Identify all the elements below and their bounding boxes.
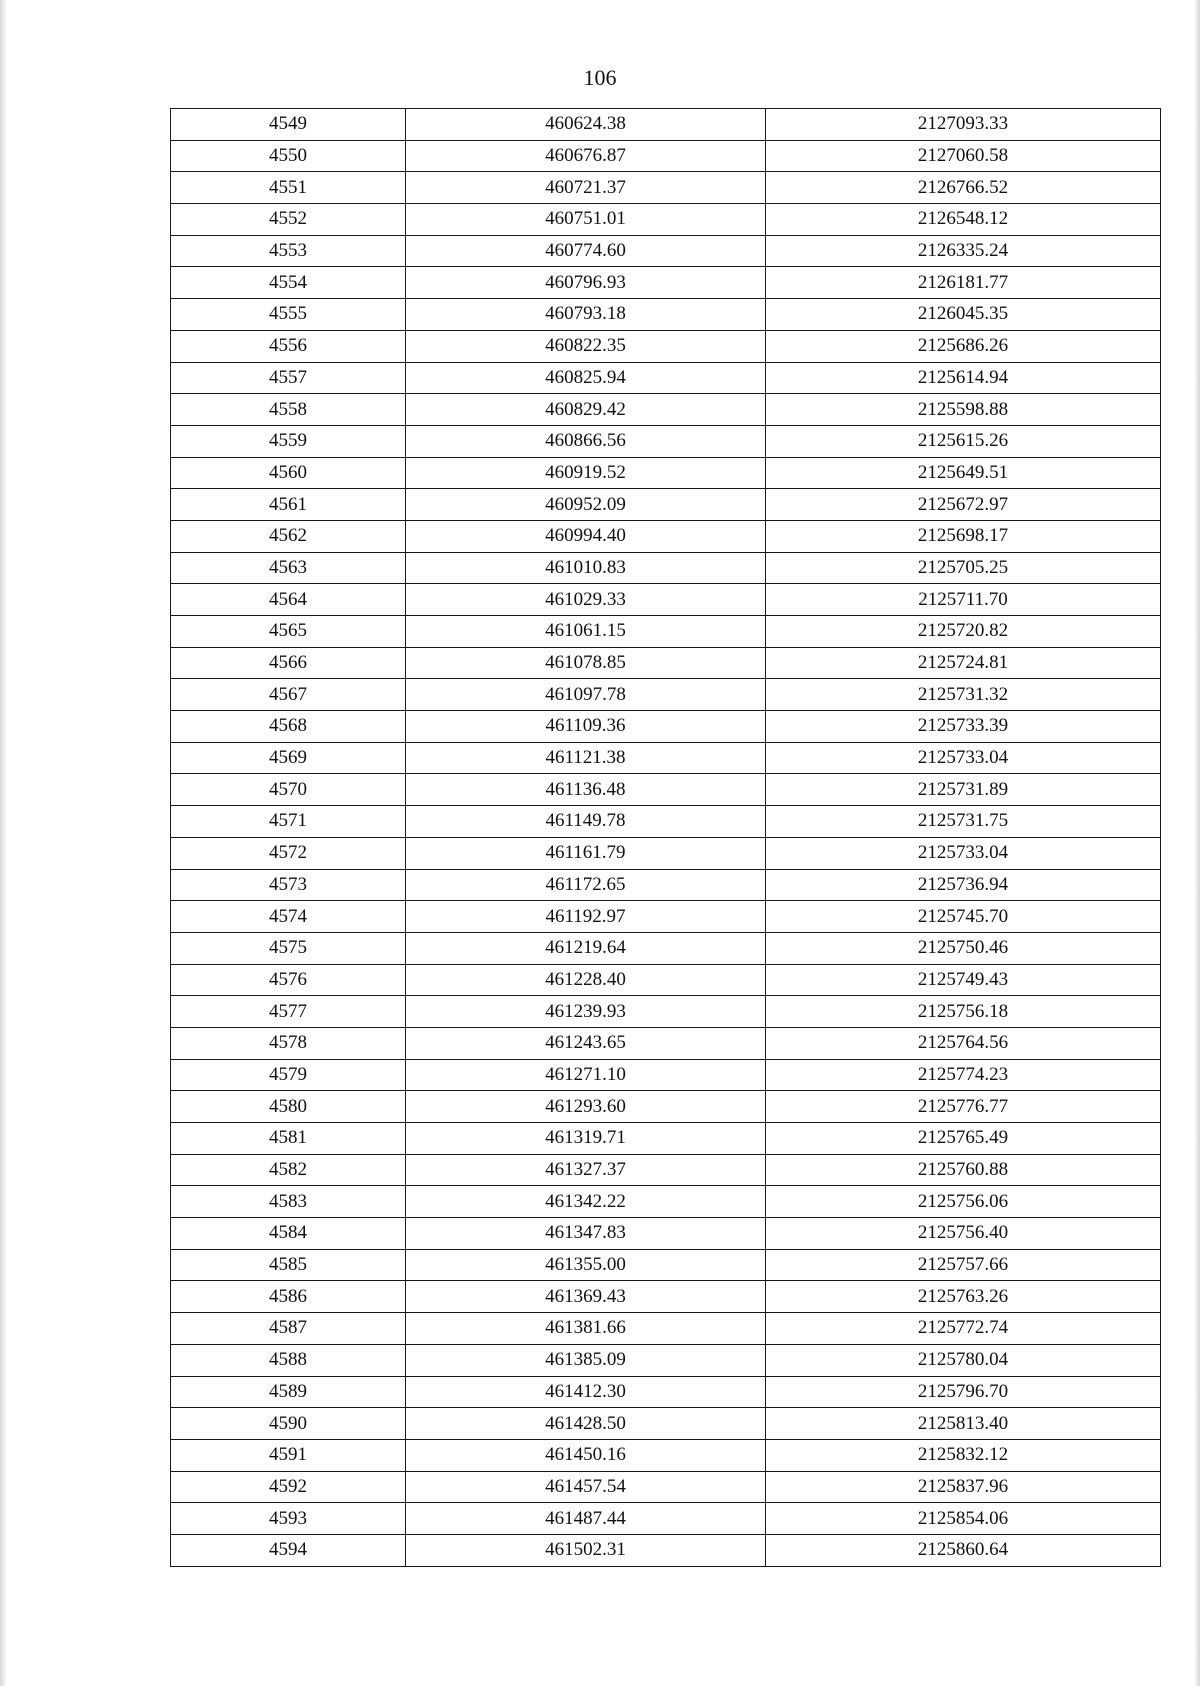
x-coordinate-cell: 461347.83 [406,1218,766,1250]
point-id-cell: 4584 [171,1218,406,1250]
y-coordinate-cell: 2125733.39 [766,711,1161,743]
y-coordinate-cell: 2125731.89 [766,774,1161,806]
point-id-cell: 4592 [171,1471,406,1503]
table-row [171,996,1161,1028]
table-row [171,1313,1161,1345]
table-row [171,1503,1161,1535]
y-coordinate-cell: 2125813.40 [766,1408,1161,1440]
table-row [171,1249,1161,1281]
scan-edge-right [1195,0,1200,1686]
x-coordinate-cell: 461450.16 [406,1439,766,1471]
x-coordinate-cell: 460866.56 [406,425,766,457]
y-coordinate-cell: 2125756.40 [766,1218,1161,1250]
y-coordinate-cell: 2125760.88 [766,1154,1161,1186]
y-coordinate-cell: 2126766.52 [766,172,1161,204]
point-id-cell: 4585 [171,1249,406,1281]
y-coordinate-cell: 2127093.33 [766,109,1161,141]
table-row [171,679,1161,711]
x-coordinate-cell: 461243.65 [406,1027,766,1059]
y-coordinate-cell: 2125686.26 [766,330,1161,362]
y-coordinate-cell: 2127060.58 [766,140,1161,172]
x-coordinate-cell: 461029.33 [406,584,766,616]
y-coordinate-cell: 2125774.23 [766,1059,1161,1091]
y-coordinate-cell: 2125649.51 [766,457,1161,489]
point-id-cell: 4559 [171,425,406,457]
point-id-cell: 4565 [171,616,406,648]
point-id-cell: 4556 [171,330,406,362]
x-coordinate-cell: 461457.54 [406,1471,766,1503]
x-coordinate-cell: 460825.94 [406,362,766,394]
table-row [171,425,1161,457]
coordinate-table-body [171,109,1161,1567]
x-coordinate-cell: 460994.40 [406,520,766,552]
table-row [171,869,1161,901]
y-coordinate-cell: 2125733.04 [766,837,1161,869]
x-coordinate-cell: 461121.38 [406,742,766,774]
point-id-cell: 4561 [171,489,406,521]
x-coordinate-cell: 461172.65 [406,869,766,901]
table-row [171,235,1161,267]
x-coordinate-cell: 460822.35 [406,330,766,362]
x-coordinate-cell: 461061.15 [406,616,766,648]
point-id-cell: 4571 [171,806,406,838]
table-row [171,1471,1161,1503]
point-id-cell: 4563 [171,552,406,584]
y-coordinate-cell: 2126045.35 [766,299,1161,331]
y-coordinate-cell: 2125756.06 [766,1186,1161,1218]
point-id-cell: 4594 [171,1534,406,1566]
point-id-cell: 4555 [171,299,406,331]
table-row [171,584,1161,616]
point-id-cell: 4564 [171,584,406,616]
point-id-cell: 4591 [171,1439,406,1471]
y-coordinate-cell: 2125724.81 [766,647,1161,679]
y-coordinate-cell: 2125736.94 [766,869,1161,901]
point-id-cell: 4573 [171,869,406,901]
point-id-cell: 4562 [171,520,406,552]
table-row [171,647,1161,679]
x-coordinate-cell: 460919.52 [406,457,766,489]
table-row [171,1154,1161,1186]
y-coordinate-cell: 2126181.77 [766,267,1161,299]
x-coordinate-cell: 460624.38 [406,109,766,141]
x-coordinate-cell: 461219.64 [406,932,766,964]
y-coordinate-cell: 2125614.94 [766,362,1161,394]
point-id-cell: 4574 [171,901,406,933]
point-id-cell: 4587 [171,1313,406,1345]
y-coordinate-cell: 2125832.12 [766,1439,1161,1471]
table-row [171,1218,1161,1250]
x-coordinate-cell: 460829.42 [406,394,766,426]
y-coordinate-cell: 2125711.70 [766,584,1161,616]
point-id-cell: 4586 [171,1281,406,1313]
y-coordinate-cell: 2125750.46 [766,932,1161,964]
x-coordinate-cell: 461428.50 [406,1408,766,1440]
table-row [171,932,1161,964]
table-row [171,267,1161,299]
table-row [171,774,1161,806]
point-id-cell: 4581 [171,1123,406,1155]
y-coordinate-cell: 2126548.12 [766,204,1161,236]
x-coordinate-cell: 461412.30 [406,1376,766,1408]
table-row [171,520,1161,552]
table-row [171,1027,1161,1059]
table-row [171,616,1161,648]
x-coordinate-cell: 461161.79 [406,837,766,869]
x-coordinate-cell: 461355.00 [406,1249,766,1281]
point-id-cell: 4552 [171,204,406,236]
y-coordinate-cell: 2125756.18 [766,996,1161,1028]
point-id-cell: 4588 [171,1344,406,1376]
y-coordinate-cell: 2125860.64 [766,1534,1161,1566]
y-coordinate-cell: 2125720.82 [766,616,1161,648]
table-row [171,1123,1161,1155]
y-coordinate-cell: 2125764.56 [766,1027,1161,1059]
point-id-cell: 4590 [171,1408,406,1440]
table-row [171,172,1161,204]
y-coordinate-cell: 2125854.06 [766,1503,1161,1535]
y-coordinate-cell: 2125765.49 [766,1123,1161,1155]
y-coordinate-cell: 2125780.04 [766,1344,1161,1376]
scan-edge-left [0,0,6,1686]
table-row [171,1376,1161,1408]
point-id-cell: 4551 [171,172,406,204]
x-coordinate-cell: 461381.66 [406,1313,766,1345]
point-id-cell: 4566 [171,647,406,679]
x-coordinate-cell: 460721.37 [406,172,766,204]
point-id-cell: 4560 [171,457,406,489]
y-coordinate-cell: 2125615.26 [766,425,1161,457]
y-coordinate-cell: 2125772.74 [766,1313,1161,1345]
y-coordinate-cell: 2125672.97 [766,489,1161,521]
table-row [171,1091,1161,1123]
x-coordinate-cell: 461319.71 [406,1123,766,1155]
y-coordinate-cell: 2125731.75 [766,806,1161,838]
y-coordinate-cell: 2125763.26 [766,1281,1161,1313]
x-coordinate-cell: 461293.60 [406,1091,766,1123]
x-coordinate-cell: 460952.09 [406,489,766,521]
table-row [171,1059,1161,1091]
table-row [171,1281,1161,1313]
point-id-cell: 4593 [171,1503,406,1535]
table-row [171,711,1161,743]
point-id-cell: 4549 [171,109,406,141]
x-coordinate-cell: 461385.09 [406,1344,766,1376]
x-coordinate-cell: 461369.43 [406,1281,766,1313]
point-id-cell: 4580 [171,1091,406,1123]
x-coordinate-cell: 460751.01 [406,204,766,236]
point-id-cell: 4582 [171,1154,406,1186]
y-coordinate-cell: 2125698.17 [766,520,1161,552]
x-coordinate-cell: 460796.93 [406,267,766,299]
table-row [171,742,1161,774]
point-id-cell: 4568 [171,711,406,743]
table-row [171,1534,1161,1566]
coordinate-table [170,108,1161,1567]
x-coordinate-cell: 461228.40 [406,964,766,996]
y-coordinate-cell: 2125733.04 [766,742,1161,774]
y-coordinate-cell: 2125757.66 [766,1249,1161,1281]
point-id-cell: 4570 [171,774,406,806]
y-coordinate-cell: 2125837.96 [766,1471,1161,1503]
y-coordinate-cell: 2126335.24 [766,235,1161,267]
point-id-cell: 4577 [171,996,406,1028]
x-coordinate-cell: 461149.78 [406,806,766,838]
point-id-cell: 4572 [171,837,406,869]
x-coordinate-cell: 461078.85 [406,647,766,679]
y-coordinate-cell: 2125796.70 [766,1376,1161,1408]
table-row [171,1186,1161,1218]
x-coordinate-cell: 461109.36 [406,711,766,743]
table-row [171,1439,1161,1471]
table-row [171,901,1161,933]
x-coordinate-cell: 460676.87 [406,140,766,172]
x-coordinate-cell: 461271.10 [406,1059,766,1091]
x-coordinate-cell: 460793.18 [406,299,766,331]
table-row [171,457,1161,489]
table-row [171,964,1161,996]
point-id-cell: 4575 [171,932,406,964]
point-id-cell: 4589 [171,1376,406,1408]
x-coordinate-cell: 461010.83 [406,552,766,584]
x-coordinate-cell: 460774.60 [406,235,766,267]
y-coordinate-cell: 2125749.43 [766,964,1161,996]
x-coordinate-cell: 461097.78 [406,679,766,711]
page-number: 106 [583,65,617,90]
point-id-cell: 4554 [171,267,406,299]
table-row [171,489,1161,521]
table-row [171,806,1161,838]
point-id-cell: 4567 [171,679,406,711]
y-coordinate-cell: 2125731.32 [766,679,1161,711]
table-row [171,140,1161,172]
y-coordinate-cell: 2125745.70 [766,901,1161,933]
point-id-cell: 4579 [171,1059,406,1091]
x-coordinate-cell: 461342.22 [406,1186,766,1218]
point-id-cell: 4583 [171,1186,406,1218]
table-row [171,394,1161,426]
y-coordinate-cell: 2125598.88 [766,394,1161,426]
point-id-cell: 4569 [171,742,406,774]
table-row [171,1344,1161,1376]
table-row [171,1408,1161,1440]
point-id-cell: 4558 [171,394,406,426]
x-coordinate-cell: 461136.48 [406,774,766,806]
x-coordinate-cell: 461502.31 [406,1534,766,1566]
table-row [171,109,1161,141]
table-row [171,330,1161,362]
point-id-cell: 4553 [171,235,406,267]
y-coordinate-cell: 2125776.77 [766,1091,1161,1123]
point-id-cell: 4557 [171,362,406,394]
point-id-cell: 4578 [171,1027,406,1059]
table-row [171,204,1161,236]
point-id-cell: 4550 [171,140,406,172]
table-row [171,837,1161,869]
x-coordinate-cell: 461239.93 [406,996,766,1028]
point-id-cell: 4576 [171,964,406,996]
table-row [171,362,1161,394]
x-coordinate-cell: 461487.44 [406,1503,766,1535]
x-coordinate-cell: 461192.97 [406,901,766,933]
table-row [171,299,1161,331]
table-row [171,552,1161,584]
y-coordinate-cell: 2125705.25 [766,552,1161,584]
x-coordinate-cell: 461327.37 [406,1154,766,1186]
